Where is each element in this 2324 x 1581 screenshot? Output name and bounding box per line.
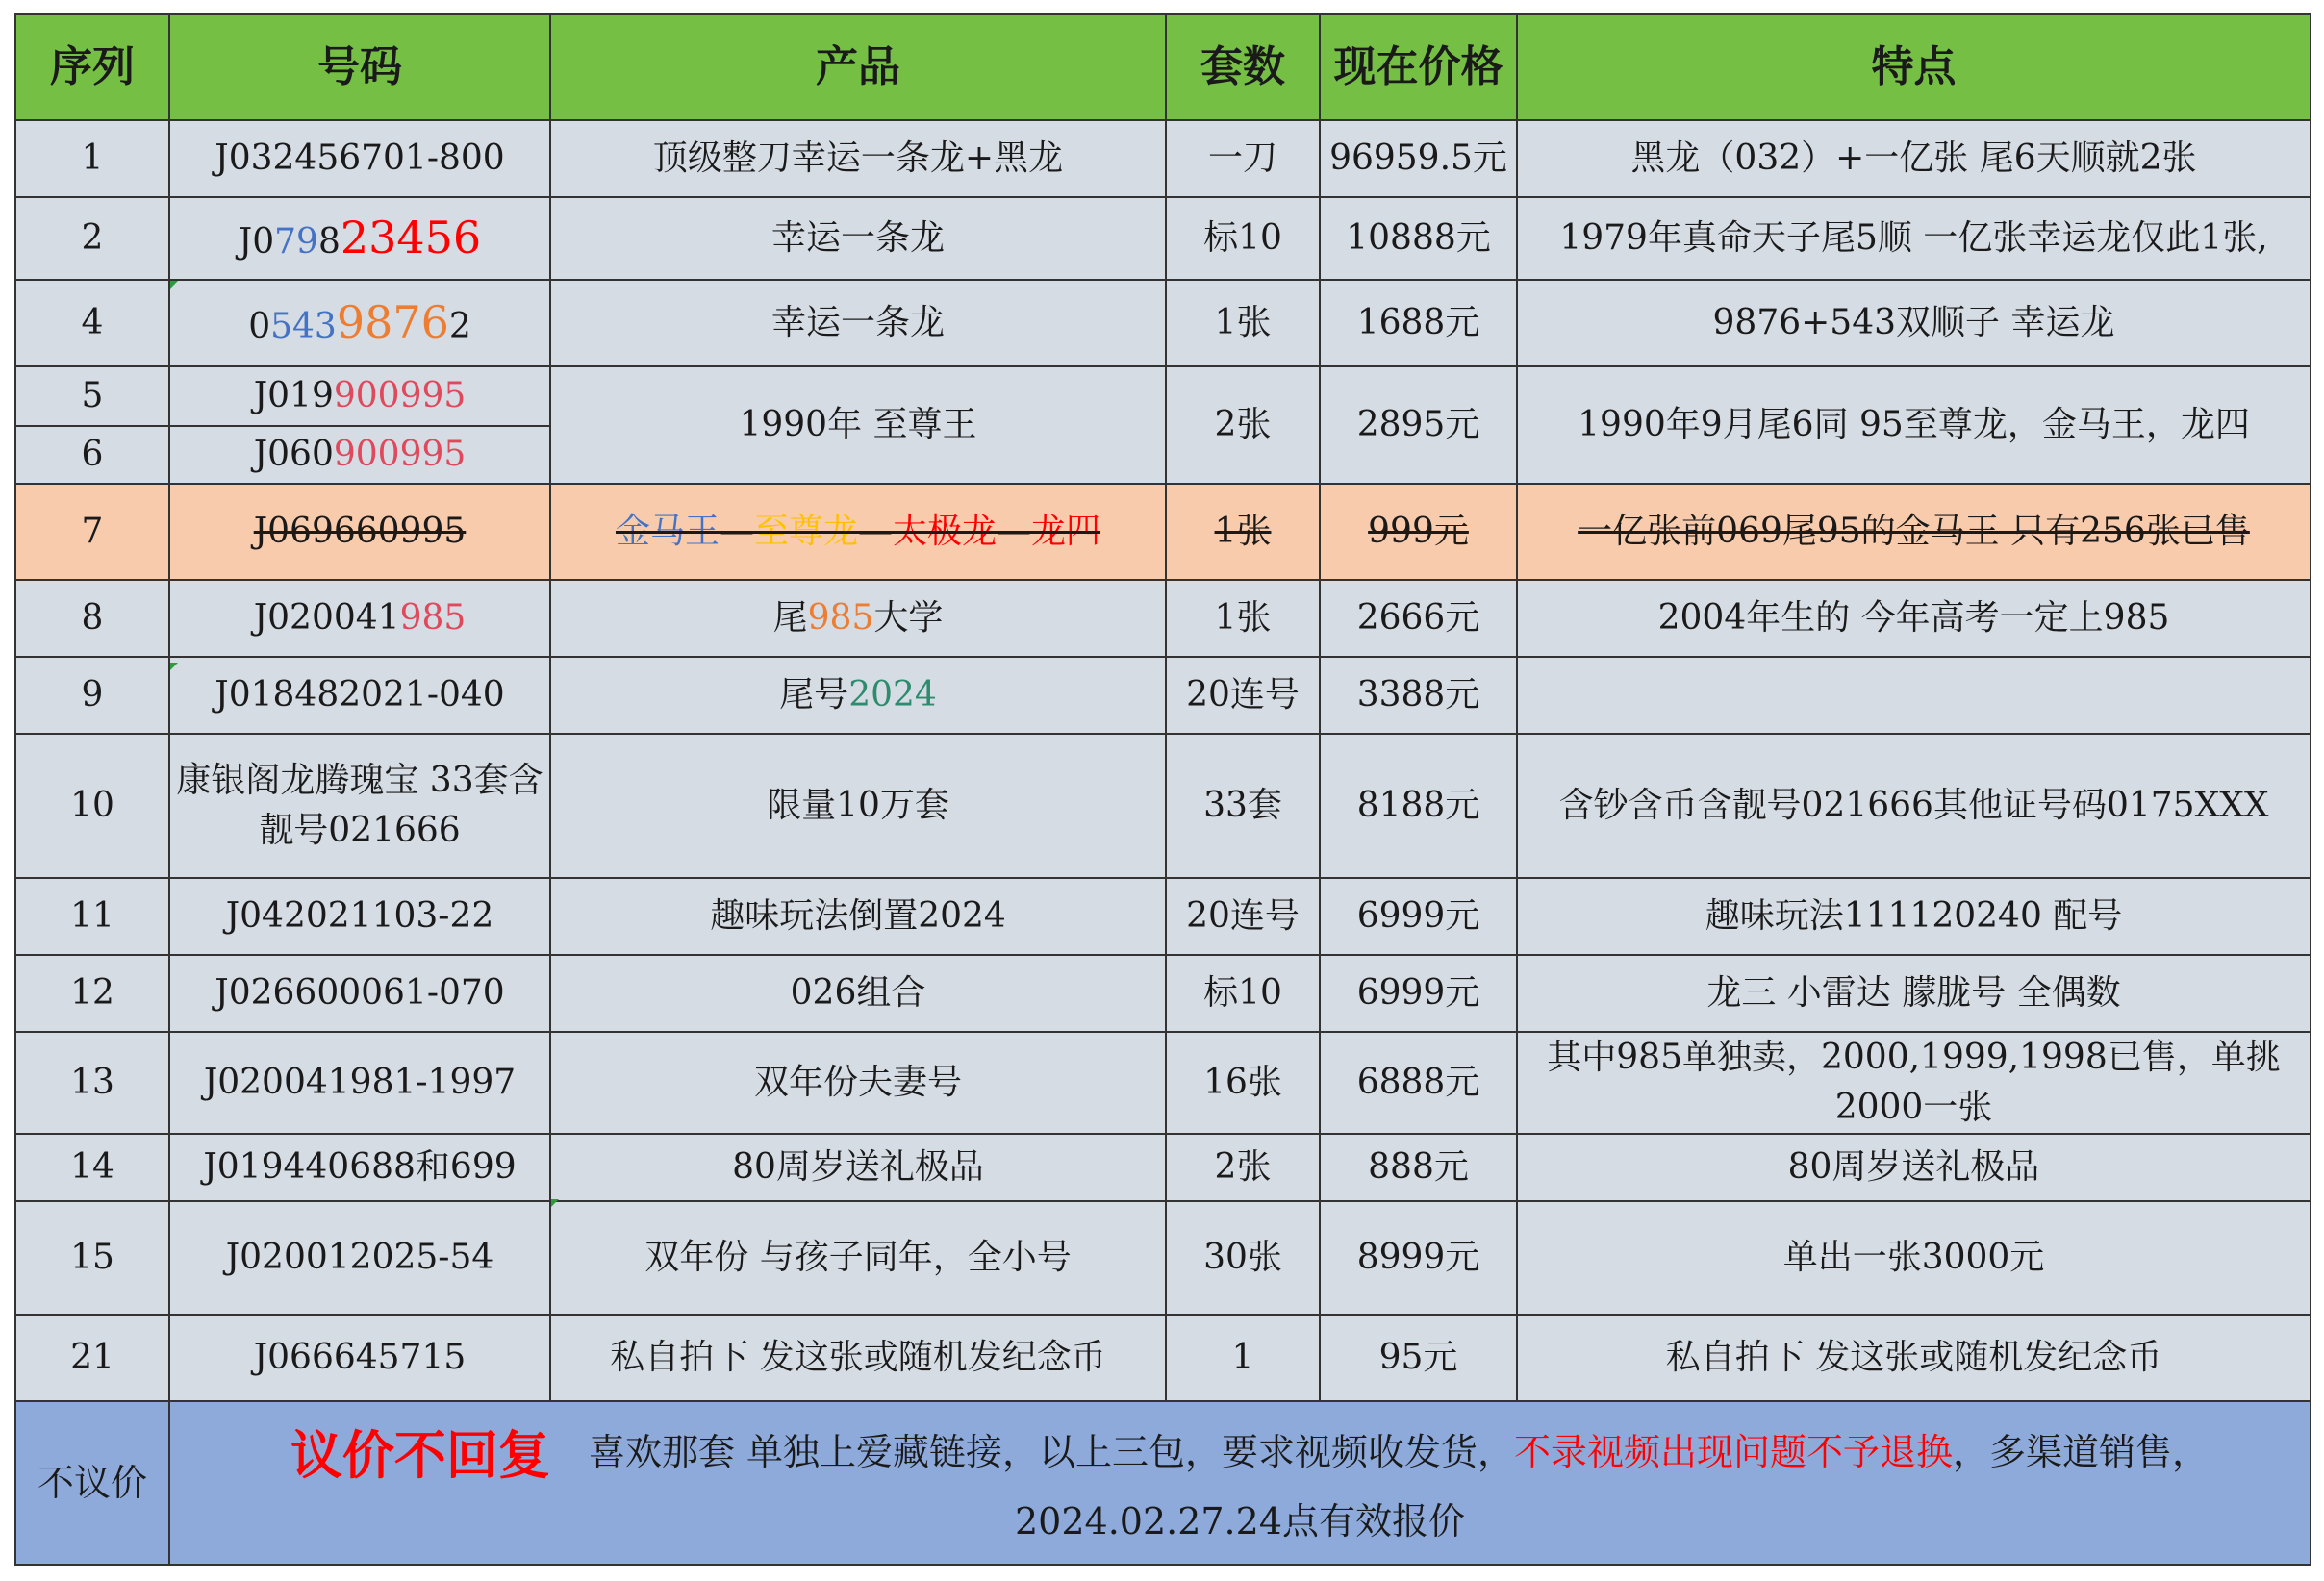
cell-code: J019440688和699: [169, 1134, 550, 1201]
cell-price: 8999元: [1320, 1201, 1517, 1315]
cell-features: 黑龙（032）+一亿张 尾6天顺就2张: [1517, 120, 2311, 197]
cell-price: 888元: [1320, 1134, 1517, 1201]
cell-seq: 9: [15, 657, 169, 734]
cell-comment-marker: [170, 663, 178, 670]
cell-product: 80周岁送礼极品: [550, 1134, 1166, 1201]
cell-price: 10888元: [1320, 197, 1517, 280]
footer-label: 不议价: [15, 1401, 169, 1565]
table-row: [15, 1134, 2311, 1201]
cell-code: J020012025-54: [169, 1201, 550, 1315]
cell-price: 1688元: [1320, 280, 1517, 366]
header-product: 产品: [550, 14, 1166, 120]
table-row: [15, 280, 2311, 366]
table-row: [15, 878, 2311, 955]
cell-seq: 15: [15, 1201, 169, 1315]
cell-sets: 标10: [1166, 197, 1320, 280]
cell-features: 含钞含币含靓号021666其他证号码0175XXX: [1517, 734, 2311, 878]
cell-product: 026组合: [550, 955, 1166, 1032]
cell-features: 私自拍下 发这张或随机发纪念币: [1517, 1315, 2311, 1401]
cell-product: 幸运一条龙: [550, 280, 1166, 366]
cell-features: 单出一张3000元: [1517, 1201, 2311, 1315]
cell-product: 顶级整刀幸运一条龙+黑龙: [550, 120, 1166, 197]
cell-sets: 1张: [1166, 484, 1320, 580]
cell-price: 999元: [1320, 484, 1517, 580]
cell-code: J018482021-040: [169, 657, 550, 734]
table-row: [15, 1201, 2311, 1315]
cell-sets: 一刀: [1166, 120, 1320, 197]
cell-seq: 1: [15, 120, 169, 197]
cell-comment-marker: [551, 1199, 559, 1207]
cell-code: J069660995: [169, 484, 550, 580]
cell-code: 054398762: [169, 280, 550, 366]
cell-sets: 1: [1166, 1315, 1320, 1401]
cell-price: 6888元: [1320, 1032, 1517, 1134]
table-row: [15, 1315, 2311, 1401]
header-price: 现在价格: [1320, 14, 1517, 120]
cell-product: 幸运一条龙: [550, 197, 1166, 280]
header-seq: 序列: [15, 14, 169, 120]
cell-features: 龙三 小雷达 朦胧号 全偶数: [1517, 955, 2311, 1032]
cell-seq: 4: [15, 280, 169, 366]
cell-sets: 16张: [1166, 1032, 1320, 1134]
cell-comment-marker: [170, 281, 178, 289]
cell-seq: 13: [15, 1032, 169, 1134]
cell-price: 2666元: [1320, 580, 1517, 657]
table-row: [15, 734, 2311, 878]
cell-code: J019900995: [169, 366, 550, 426]
cell-sets: 1张: [1166, 280, 1320, 366]
cell-features: 其中985单独卖，2000,1999,1998已售，单挑2000一张: [1517, 1032, 2311, 1134]
cell-seq: 6: [15, 426, 169, 484]
cell-code: J020041981-1997: [169, 1032, 550, 1134]
cell-price: 96959.5元: [1320, 120, 1517, 197]
cell-seq: 12: [15, 955, 169, 1032]
cell-product: 1990年 至尊王: [550, 366, 1166, 484]
cell-sets: 1张: [1166, 580, 1320, 657]
cell-price: 95元: [1320, 1315, 1517, 1401]
cell-product: 双年份夫妻号: [550, 1032, 1166, 1134]
cell-code: J032456701-800: [169, 120, 550, 197]
cell-seq: 7: [15, 484, 169, 580]
cell-code: J042021103-22: [169, 878, 550, 955]
cell-seq: 10: [15, 734, 169, 878]
cell-features: 一亿张前069尾95的金马王 只有256张已售: [1517, 484, 2311, 580]
cell-features: 趣味玩法111120240 配号: [1517, 878, 2311, 955]
table-row-sold: [15, 484, 2311, 580]
footer-text-2: ，多渠道销售， 2024.02.27.24点有效报价: [1014, 1431, 2210, 1543]
cell-sets: 20连号: [1166, 657, 1320, 734]
cell-sets: 33套: [1166, 734, 1320, 878]
cell-code: J060900995: [169, 426, 550, 484]
cell-product: 私自拍下 发这张或随机发纪念币: [550, 1315, 1166, 1401]
header-row: [15, 14, 2311, 120]
header-features: 特点: [1517, 14, 2311, 120]
cell-seq: 11: [15, 878, 169, 955]
cell-seq: 21: [15, 1315, 169, 1401]
cell-sets: 20连号: [1166, 878, 1320, 955]
cell-sets: 2张: [1166, 1134, 1320, 1201]
footer-note: [169, 1401, 2311, 1565]
cell-code: J026600061-070: [169, 955, 550, 1032]
table-row: [15, 657, 2311, 734]
cell-sets: 2张: [1166, 366, 1320, 484]
cell-price: 3388元: [1320, 657, 1517, 734]
cell-features: 1979年真命天子尾5顺 一亿张幸运龙仅此1张,: [1517, 197, 2311, 280]
table-row: [15, 197, 2311, 280]
cell-sets: 30张: [1166, 1201, 1320, 1315]
cell-code: J079823456: [169, 197, 550, 280]
cell-seq: 5: [15, 366, 169, 426]
cell-product: 金马王—至尊龙—太极龙—龙四: [550, 484, 1166, 580]
cell-price: 6999元: [1320, 878, 1517, 955]
cell-features: [1517, 657, 2311, 734]
cell-sets: 标10: [1166, 955, 1320, 1032]
table-row: [15, 1032, 2311, 1134]
table-row: [15, 120, 2311, 197]
header-sets: 套数: [1166, 14, 1320, 120]
cell-price: 8188元: [1320, 734, 1517, 878]
table-row: [15, 955, 2311, 1032]
cell-price: 2895元: [1320, 366, 1517, 484]
cell-product: 双年份 与孩子同年，全小号: [550, 1201, 1166, 1315]
cell-features: 2004年生的 今年高考一定上985: [1517, 580, 2311, 657]
table-row: [15, 366, 2311, 426]
cell-seq: 14: [15, 1134, 169, 1201]
table-row: [15, 580, 2311, 657]
price-list-table: [14, 13, 2311, 1566]
cell-code: 康银阁龙腾瑰宝 33套含靓号021666: [169, 734, 550, 878]
header-code: 号码: [169, 14, 550, 120]
cell-product: 尾号2024: [550, 657, 1166, 734]
cell-product: 限量10万套: [550, 734, 1166, 878]
no-return-warning: 不录视频出现问题不予退换: [1514, 1431, 1954, 1474]
cell-code: J020041985: [169, 580, 550, 657]
no-bargain-notice: 议价不回复: [290, 1424, 550, 1487]
cell-product: 尾985大学: [550, 580, 1166, 657]
footer-text-1: 喜欢那套 单独上爱藏链接，以上三包，要求视频收发货，: [588, 1431, 1515, 1474]
cell-code: J066645715: [169, 1315, 550, 1401]
footer-row: [15, 1401, 2311, 1565]
cell-features: 1990年9月尾6同 95至尊龙，金马王，龙四: [1517, 366, 2311, 484]
cell-seq: 8: [15, 580, 169, 657]
cell-seq: 2: [15, 197, 169, 280]
cell-features: 9876+543双顺子 幸运龙: [1517, 280, 2311, 366]
cell-price: 6999元: [1320, 955, 1517, 1032]
cell-product: 趣味玩法倒置2024: [550, 878, 1166, 955]
cell-features: 80周岁送礼极品: [1517, 1134, 2311, 1201]
